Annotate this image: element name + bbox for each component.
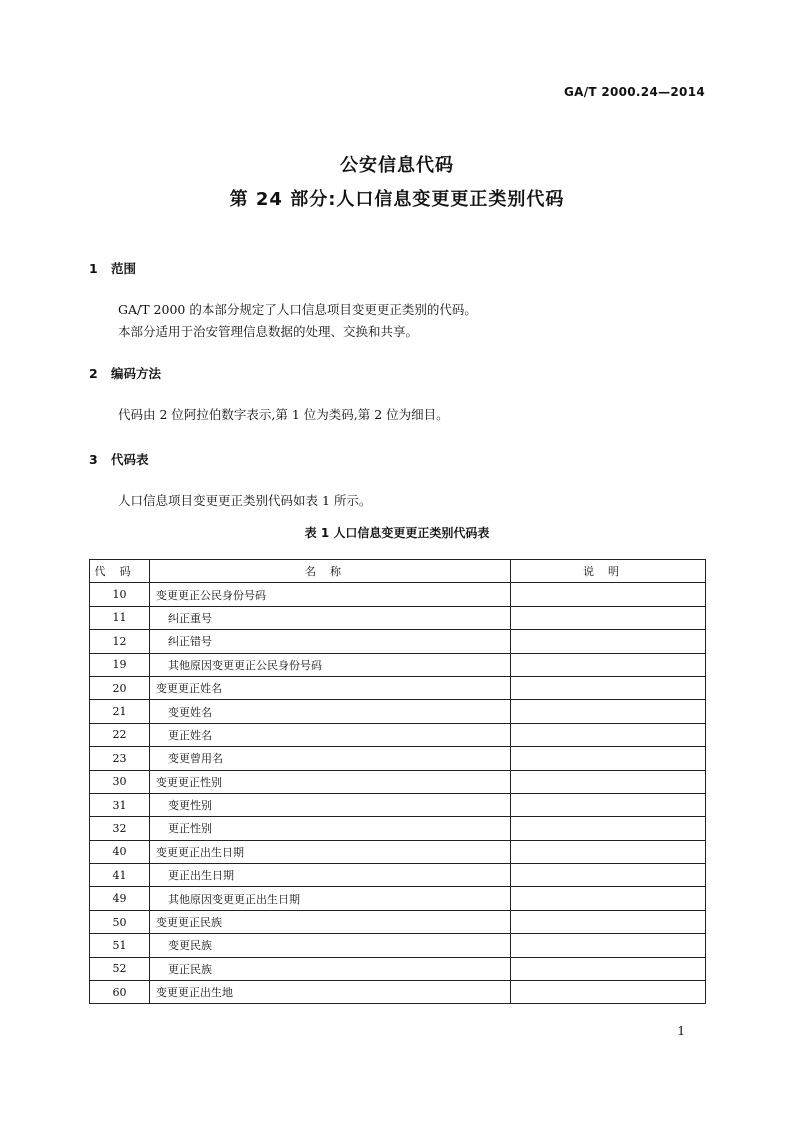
document-subtitle: 第 24 部分:人口信息变更更正类别代码 (229, 189, 565, 210)
note-cell (511, 630, 706, 653)
name-cell: 变更更正性别 (150, 770, 511, 793)
code-cell: 30 (90, 770, 150, 793)
name-cell: 变更曾用名 (150, 747, 511, 770)
note-cell (511, 817, 706, 840)
section-number: 1 (89, 261, 98, 276)
name-cell: 纠正重号 (150, 606, 511, 629)
section-2-heading (89, 364, 161, 382)
name-cell: 变更性别 (150, 793, 511, 816)
code-cell: 52 (90, 957, 150, 980)
note-cell (511, 676, 706, 699)
column-header-name: 名称 (150, 560, 511, 583)
document-title: 公安信息代码 (340, 155, 454, 176)
section-1-heading (89, 259, 136, 277)
code-cell: 21 (90, 700, 150, 723)
table-row (90, 887, 706, 910)
table-row (90, 934, 706, 957)
code-cell: 32 (90, 817, 150, 840)
name-cell: 更正民族 (150, 957, 511, 980)
note-cell (511, 700, 706, 723)
code-table (89, 559, 706, 1004)
table-row (90, 957, 706, 980)
name-cell: 变更更正出生地 (150, 981, 511, 1004)
code-cell: 12 (90, 630, 150, 653)
column-header-code: 代码 (90, 560, 150, 583)
table-row (90, 910, 706, 933)
section-title: 代码表 (111, 452, 149, 467)
page-number: 1 (677, 1024, 685, 1038)
paragraph: 人口信息项目变更更正类别代码如表 1 所示。 (118, 493, 372, 508)
section-title: 范围 (111, 261, 137, 276)
table-row (90, 747, 706, 770)
paragraph: 代码由 2 位阿拉伯数字表示,第 1 位为类码,第 2 位为细目。 (118, 407, 449, 422)
table-row (90, 606, 706, 629)
note-cell (511, 606, 706, 629)
name-cell: 其他原因变更更正出生日期 (150, 887, 511, 910)
code-cell: 11 (90, 606, 150, 629)
name-cell: 更正性别 (150, 817, 511, 840)
name-cell: 其他原因变更更正公民身份号码 (150, 653, 511, 676)
name-cell: 更正出生日期 (150, 864, 511, 887)
code-cell: 40 (90, 840, 150, 863)
table-row (90, 583, 706, 606)
paragraph: 本部分适用于治安管理信息数据的处理、交换和共享。 (118, 324, 419, 339)
name-cell: 纠正错号 (150, 630, 511, 653)
code-cell: 41 (90, 864, 150, 887)
code-cell: 23 (90, 747, 150, 770)
name-cell: 变更民族 (150, 934, 511, 957)
code-cell: 31 (90, 793, 150, 816)
section-title: 编码方法 (111, 366, 162, 381)
standard-number: GA/T 2000.24—2014 (563, 85, 705, 99)
table-row (90, 653, 706, 676)
note-cell (511, 653, 706, 676)
table-row (90, 700, 706, 723)
note-cell (511, 793, 706, 816)
table-row (90, 723, 706, 746)
name-cell: 变更更正出生日期 (150, 840, 511, 863)
table-row (90, 817, 706, 840)
code-cell: 51 (90, 934, 150, 957)
table-caption: 表 1 人口信息变更更正类别代码表 (304, 526, 490, 540)
table-header-row (90, 560, 706, 583)
column-header-note: 说明 (511, 560, 706, 583)
note-cell (511, 934, 706, 957)
table-row (90, 770, 706, 793)
note-cell (511, 583, 706, 606)
name-cell: 变更更正民族 (150, 910, 511, 933)
code-cell: 60 (90, 981, 150, 1004)
table-row (90, 840, 706, 863)
name-cell: 变更更正姓名 (150, 676, 511, 699)
name-cell: 变更更正公民身份号码 (150, 583, 511, 606)
code-cell: 19 (90, 653, 150, 676)
code-cell: 10 (90, 583, 150, 606)
paragraph: GA/T 2000 的本部分规定了人口信息项目变更更正类别的代码。 (118, 302, 477, 317)
section-3-heading (89, 450, 149, 468)
note-cell (511, 723, 706, 746)
note-cell (511, 747, 706, 770)
table-row (90, 676, 706, 699)
name-cell: 更正姓名 (150, 723, 511, 746)
table-row (90, 981, 706, 1004)
section-number: 3 (89, 452, 98, 467)
note-cell (511, 981, 706, 1004)
table-row (90, 864, 706, 887)
code-cell: 22 (90, 723, 150, 746)
code-cell: 20 (90, 676, 150, 699)
note-cell (511, 957, 706, 980)
code-cell: 49 (90, 887, 150, 910)
note-cell (511, 770, 706, 793)
note-cell (511, 840, 706, 863)
name-cell: 变更姓名 (150, 700, 511, 723)
section-number: 2 (89, 366, 98, 381)
note-cell (511, 910, 706, 933)
note-cell (511, 887, 706, 910)
table-row (90, 793, 706, 816)
code-cell: 50 (90, 910, 150, 933)
note-cell (511, 864, 706, 887)
table-row (90, 630, 706, 653)
